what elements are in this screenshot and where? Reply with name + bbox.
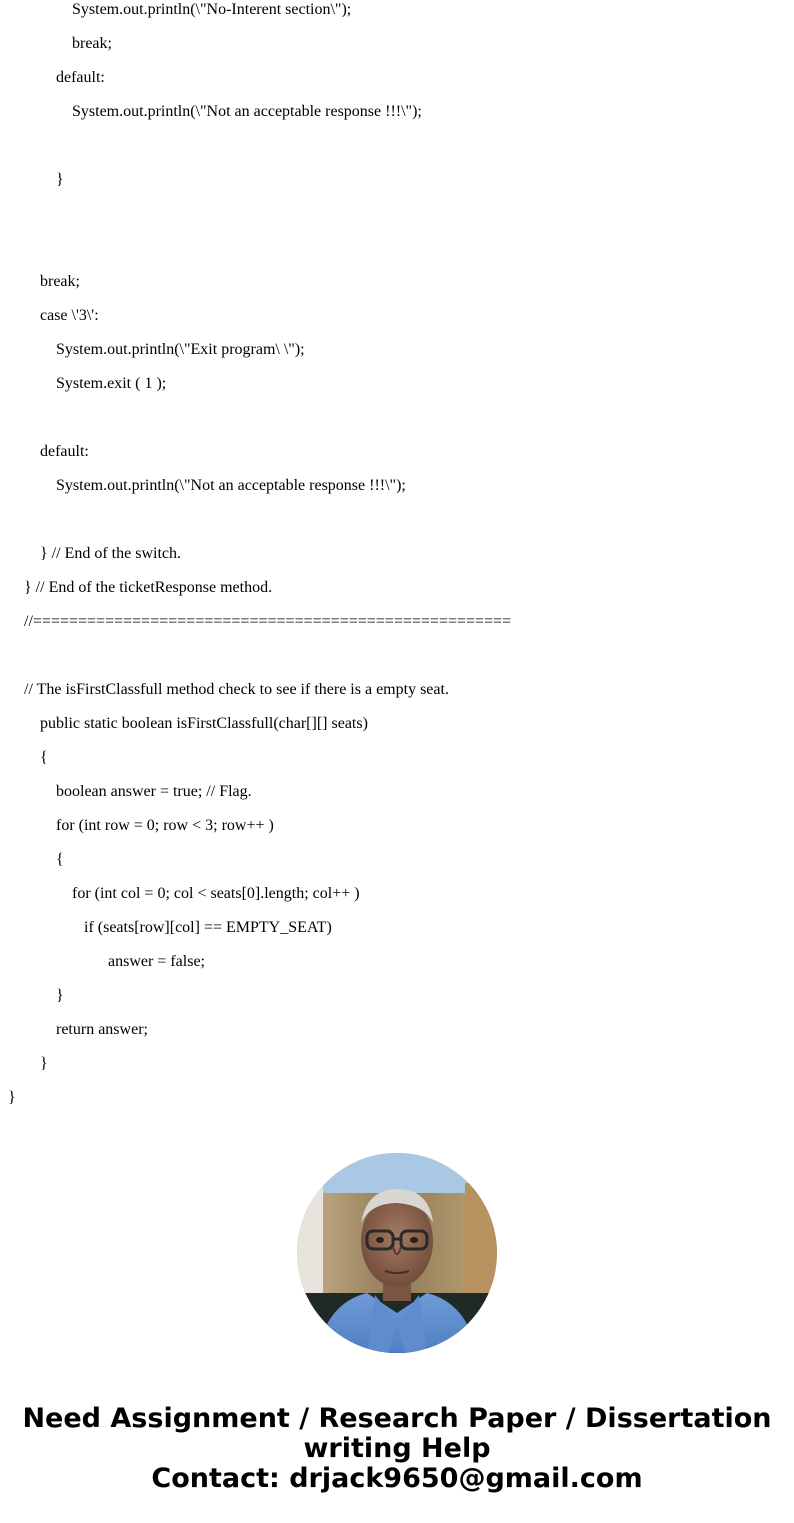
code-line: case \'3\':: [40, 307, 99, 324]
code-line: System.out.println(\"Not an acceptable response !!!\");: [72, 103, 422, 120]
code-line: public static boolean isFirstClassfull(char[][] seats): [40, 715, 368, 732]
code-line: {: [56, 851, 64, 868]
code-line: default:: [40, 443, 89, 460]
code-line: }: [56, 987, 64, 1004]
promo-line-2: writing Help: [303, 1433, 491, 1464]
code-line: System.exit ( 1 );: [56, 375, 167, 392]
code-line: //=====================================================: [24, 613, 512, 630]
code-line: // The isFirstClassfull method check to see if there is a empty seat.: [24, 681, 449, 698]
code-line: }: [8, 1089, 16, 1106]
code-line: } // End of the switch.: [40, 545, 181, 562]
code-line: return answer;: [56, 1021, 148, 1038]
code-line: answer = false;: [108, 953, 205, 970]
avatar: [297, 1153, 497, 1353]
code-line: break;: [72, 35, 112, 52]
promo-contact-email: Contact: drjack9650@gmail.com: [151, 1463, 643, 1494]
code-line: System.out.println(\"Exit program\ \");: [56, 341, 305, 358]
promo-line-1: Need Assignment / Research Paper / Dissertation: [22, 1403, 772, 1434]
code-line: {: [40, 749, 48, 766]
person-portrait-icon: [297, 1153, 497, 1353]
code-line: }: [56, 171, 64, 188]
code-line: if (seats[row][col] == EMPTY_SEAT): [84, 919, 332, 936]
code-line: System.out.println(\"Not an acceptable response !!!\");: [56, 477, 406, 494]
code-line: }: [40, 1055, 48, 1072]
code-line: System.out.println(\"No-Interent section\");: [72, 1, 352, 18]
code-line: break;: [40, 273, 80, 290]
code-line: for (int row = 0; row < 3; row++ ): [56, 817, 274, 834]
code-line: default:: [56, 69, 105, 86]
code-line: for (int col = 0; col < seats[0].length; col++ ): [72, 885, 360, 902]
code-line: } // End of the ticketResponse method.: [24, 579, 273, 596]
code-line: boolean answer = true; // Flag.: [56, 783, 252, 800]
